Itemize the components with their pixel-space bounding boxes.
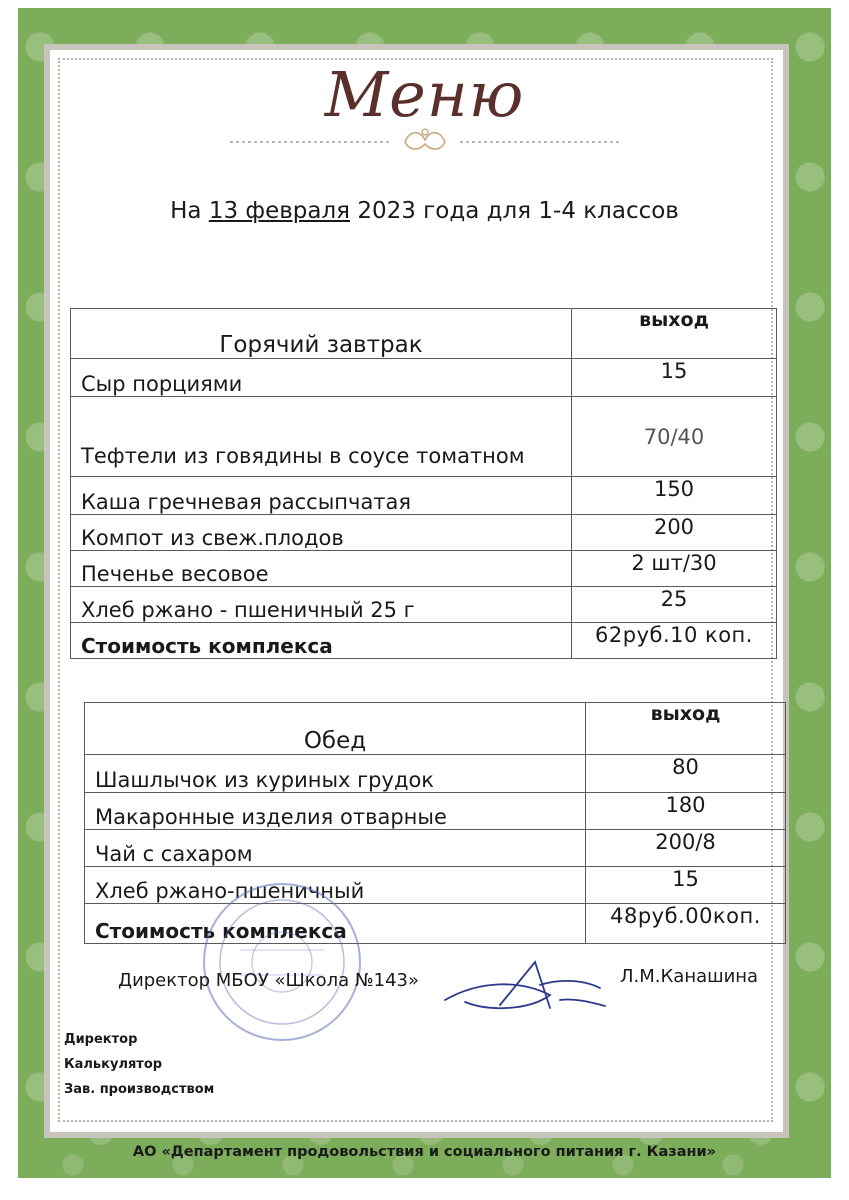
breakfast-table — [70, 308, 777, 659]
item-name: Шашлычок из куриных грудок — [85, 755, 586, 793]
ornament-divider — [220, 118, 630, 158]
table-row — [85, 904, 786, 944]
cost-value: 48руб.00коп. — [586, 904, 786, 944]
table-row — [71, 551, 777, 587]
table-header-row — [71, 309, 777, 359]
subtitle-suffix: 2023 года для 1-4 классов — [350, 198, 679, 224]
item-output: 15 — [572, 359, 777, 397]
item-name: Хлеб ржано - пшеничный 25 г — [71, 587, 572, 623]
table-row — [71, 359, 777, 397]
table-row — [71, 397, 777, 477]
table-row — [85, 830, 786, 867]
menu-title: Меню — [324, 58, 525, 131]
cost-label: Стоимость комплекса — [85, 904, 586, 944]
breakfast-header-name: Горячий завтрак — [71, 309, 572, 359]
item-output: 150 — [572, 477, 777, 515]
staff-production-head: Зав. производством — [64, 1082, 215, 1097]
table-row — [71, 515, 777, 551]
menu-subtitle — [0, 198, 849, 224]
item-output: 15 — [586, 867, 786, 904]
item-name: Макаронные изделия отварные — [85, 793, 586, 830]
subtitle-date: 13 февраля — [208, 198, 351, 224]
item-output: 200 — [572, 515, 777, 551]
item-name: Хлеб ржано-пшеничный — [85, 867, 586, 904]
item-output: 25 — [572, 587, 777, 623]
official-stamp — [200, 880, 365, 1045]
item-name: Чай с сахаром — [85, 830, 586, 867]
item-name: Компот из свеж.плодов — [71, 515, 572, 551]
table-row — [85, 793, 786, 830]
cost-label: Стоимость комплекса — [71, 623, 572, 659]
staff-director: Директор — [64, 1032, 138, 1047]
subtitle-prefix: На — [170, 198, 209, 224]
table-row — [71, 587, 777, 623]
table-row — [85, 867, 786, 904]
item-name: Тефтели из говядины в соусе томатном — [71, 397, 572, 477]
item-name: Каша гречневая рассыпчатая — [71, 477, 572, 515]
item-name: Сыр порциями — [71, 359, 572, 397]
director-signature — [440, 950, 610, 1025]
footer-organization: АО «Департамент продовольствия и социального питания г. Казани» — [132, 1144, 717, 1160]
item-output: 80 — [586, 755, 786, 793]
item-output: 70/40 — [572, 397, 777, 477]
table-header-row — [85, 703, 786, 755]
table-row — [85, 755, 786, 793]
item-output: 2 шт/30 — [572, 551, 777, 587]
lunch-header-name: Обед — [85, 703, 586, 755]
table-row — [71, 623, 777, 659]
director-name: Л.М.Канашина — [620, 966, 759, 987]
director-title: Директор МБОУ «Школа №143» — [118, 970, 420, 991]
item-output: 200/8 — [586, 830, 786, 867]
item-output: 180 — [586, 793, 786, 830]
lunch-header-output: выход — [586, 703, 786, 755]
staff-calculator: Калькулятор — [64, 1057, 163, 1072]
lunch-table — [84, 702, 786, 944]
cost-value: 62руб.10 коп. — [572, 623, 777, 659]
table-row — [71, 477, 777, 515]
breakfast-header-output: выход — [572, 309, 777, 359]
item-name: Печенье весовое — [71, 551, 572, 587]
